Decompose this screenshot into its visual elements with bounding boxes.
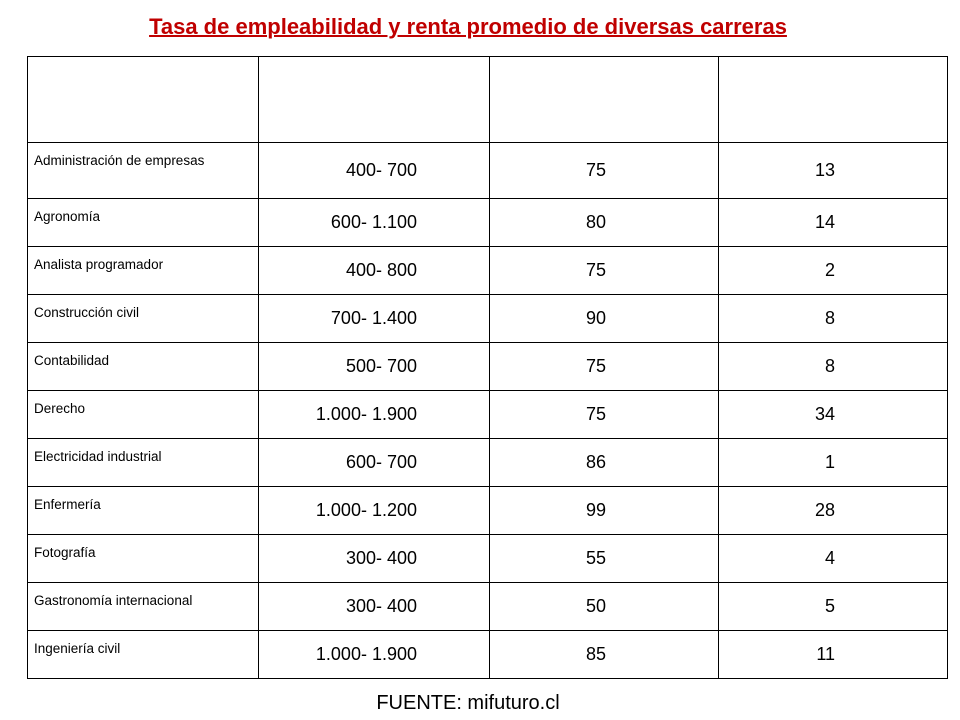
source-note: FUENTE: mifuturo.cl xyxy=(376,692,560,714)
employability-cell: 50 xyxy=(490,583,719,631)
career-cell: Construcción civil xyxy=(28,295,259,343)
table-row xyxy=(28,199,948,247)
value-cell: 8 xyxy=(719,343,948,391)
table-row xyxy=(28,343,948,391)
table-row xyxy=(28,487,948,535)
value-cell: 13 xyxy=(719,143,948,199)
value-cell: 4 xyxy=(719,535,948,583)
career-cell: Agronomía xyxy=(28,199,259,247)
income-range-cell: 400- 700 xyxy=(259,143,490,199)
income-range-cell: 1.000- 1.900 xyxy=(259,631,490,679)
employability-cell: 75 xyxy=(490,343,719,391)
employability-cell: 55 xyxy=(490,535,719,583)
header-cell-career xyxy=(28,57,259,143)
career-cell: Derecho xyxy=(28,391,259,439)
table-row xyxy=(28,631,948,679)
table-row xyxy=(28,143,948,199)
header-row xyxy=(28,57,948,143)
value-cell: 14 xyxy=(719,199,948,247)
employability-cell: 75 xyxy=(490,247,719,295)
table-row xyxy=(28,535,948,583)
income-range-cell: 400- 800 xyxy=(259,247,490,295)
employability-cell: 75 xyxy=(490,391,719,439)
income-range-cell: 1.000- 1.900 xyxy=(259,391,490,439)
value-cell: 8 xyxy=(719,295,948,343)
employability-cell: 86 xyxy=(490,439,719,487)
table-row xyxy=(28,247,948,295)
value-cell: 2 xyxy=(719,247,948,295)
employability-cell: 99 xyxy=(490,487,719,535)
career-cell: Electricidad industrial xyxy=(28,439,259,487)
income-range-cell: 600- 700 xyxy=(259,439,490,487)
value-cell: 28 xyxy=(719,487,948,535)
value-cell: 11 xyxy=(719,631,948,679)
career-cell: Enfermería xyxy=(28,487,259,535)
income-range-cell: 500- 700 xyxy=(259,343,490,391)
header-cell-income xyxy=(259,57,490,143)
career-cell: Analista programador xyxy=(28,247,259,295)
income-range-cell: 300- 400 xyxy=(259,535,490,583)
careers-table xyxy=(27,56,948,679)
value-cell: 34 xyxy=(719,391,948,439)
employability-cell: 75 xyxy=(490,143,719,199)
career-cell: Gastronomía internacional xyxy=(28,583,259,631)
value-cell: 5 xyxy=(719,583,948,631)
table-row xyxy=(28,391,948,439)
table-row xyxy=(28,583,948,631)
table-row xyxy=(28,295,948,343)
employability-cell: 90 xyxy=(490,295,719,343)
table-row xyxy=(28,439,948,487)
employability-cell: 85 xyxy=(490,631,719,679)
income-range-cell: 1.000- 1.200 xyxy=(259,487,490,535)
career-cell: Contabilidad xyxy=(28,343,259,391)
header-cell-count xyxy=(719,57,948,143)
income-range-cell: 600- 1.100 xyxy=(259,199,490,247)
table-title: Tasa de empleabilidad y renta promedio de diversas carreras xyxy=(149,14,787,39)
career-cell: Administración de empresas xyxy=(28,143,259,199)
career-cell: Ingeniería civil xyxy=(28,631,259,679)
header-cell-employability xyxy=(490,57,719,143)
income-range-cell: 700- 1.400 xyxy=(259,295,490,343)
value-cell: 1 xyxy=(719,439,948,487)
employability-cell: 80 xyxy=(490,199,719,247)
career-cell: Fotografía xyxy=(28,535,259,583)
income-range-cell: 300- 400 xyxy=(259,583,490,631)
